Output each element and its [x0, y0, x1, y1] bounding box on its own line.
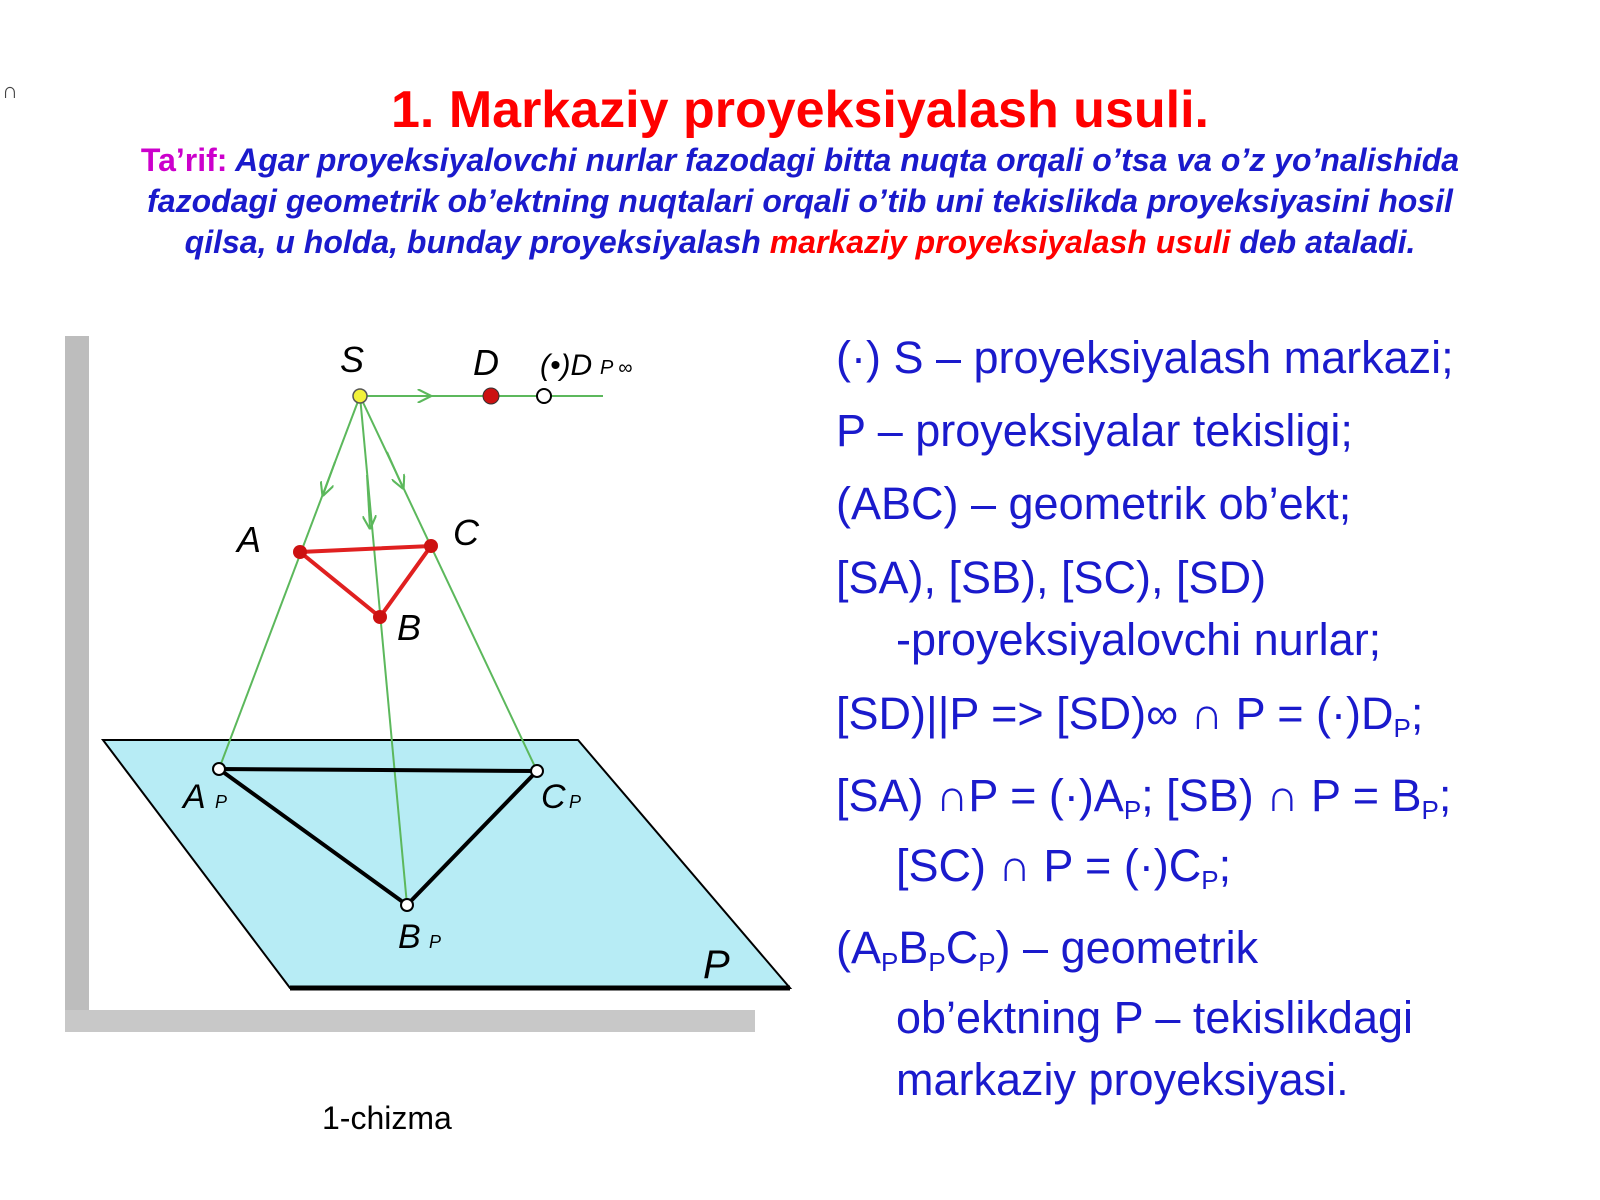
definition-highlight: markaziy proyeksiyalash usuli — [769, 224, 1231, 260]
note-intersections — [836, 768, 1451, 824]
definition-paragraph — [120, 140, 1480, 263]
point-d — [483, 388, 499, 404]
note-object: (ABC) – geometrik ob’ekt; — [836, 478, 1352, 529]
label-c: C — [453, 512, 479, 553]
point-a — [293, 545, 307, 559]
note-int-b-sub: P — [1421, 795, 1439, 825]
figure-caption: 1-chizma — [322, 1100, 452, 1136]
label-bp: B — [398, 918, 421, 956]
note-int-a: [SA) ∩P = (·)A — [836, 770, 1124, 821]
note-int-c: [SC) ∩ P = (·)C — [896, 840, 1202, 891]
note-rays: [SA), [SB), [SC), [SD) — [836, 552, 1267, 603]
note-proj-b: B — [898, 922, 929, 973]
note-projection-line2: ob’ektning P – tekislikdagi — [896, 992, 1413, 1043]
note-parallel — [836, 686, 1423, 742]
definition-text-end: deb ataladi. — [1239, 224, 1416, 260]
label-cp-sub: P — [569, 792, 582, 812]
note-rays-desc: -proyeksiyalovchi nurlar; — [896, 614, 1382, 665]
note-parallel-text: [SD)||P => [SD)∞ ∩ P = (·)D — [836, 688, 1394, 739]
note-proj-c: C — [945, 922, 979, 973]
note-projection — [836, 920, 1258, 976]
note-proj-s3: P — [978, 947, 996, 977]
definition-label: Ta’rif: — [140, 142, 228, 178]
note-proj-s2: P — [928, 947, 946, 977]
note-plane: P – proyeksiyalar tekisligi; — [836, 405, 1353, 456]
note-projection-line3: markaziy proyeksiyasi. — [896, 1054, 1349, 1105]
point-cp — [531, 765, 543, 777]
note-intersection-c — [896, 838, 1231, 894]
point-bp — [401, 899, 413, 911]
point-ap — [213, 763, 225, 775]
label-b: B — [397, 607, 422, 648]
central-projection-figure — [55, 330, 815, 1080]
note-proj-s1: P — [881, 947, 899, 977]
label-cp: C — [541, 778, 566, 816]
label-dp-infinity: (•)D — [540, 349, 593, 382]
note-proj-close: ) – geometrik — [995, 922, 1259, 973]
point-d-infinity — [537, 389, 551, 403]
label-dp-sub: P ∞ — [600, 357, 633, 379]
note-int-c-tail: ; — [1218, 840, 1232, 891]
label-ap: A — [183, 778, 206, 816]
note-int-a-sub: P — [1123, 795, 1142, 825]
label-d: D — [473, 342, 499, 383]
point-c — [424, 539, 438, 553]
definition-text-start: Agar proyeksiyalovchi nurlar fazodagi bitta nuqta orqali o’tsa va o’z yo’nalishida fazodagi geometrik ob’ektning nuqtalari orqali o’tib uni tekislikda proyeksiyasini hosil qilsa, u holda, bunday proyeksiyalash — [147, 142, 1460, 260]
label-s: S — [340, 339, 365, 380]
figure-shadow-bottom — [65, 1010, 755, 1032]
label-ap-sub: P — [215, 792, 228, 812]
note-int-c-sub: P — [1201, 865, 1219, 895]
note-proj-open: (A — [836, 922, 881, 973]
point-s — [353, 389, 367, 403]
figure-shadow — [65, 336, 89, 1026]
note-int-b: ; [SB) ∩ P = B — [1141, 770, 1422, 821]
note-center: (·) S – proyeksiyalash markazi; — [836, 332, 1454, 383]
figure-drawing — [55, 330, 815, 1080]
note-parallel-sub: P — [1393, 713, 1411, 743]
page-title: 1. Markaziy proyeksiyalash usuli. — [391, 81, 1209, 139]
label-bp-sub: P — [429, 932, 442, 952]
corner-symbol: ∩ — [2, 78, 18, 103]
note-parallel-tail: ; — [1410, 688, 1424, 739]
label-plane: P — [703, 943, 730, 987]
note-int-tail: ; — [1438, 770, 1452, 821]
label-a: A — [237, 519, 262, 560]
point-b — [373, 610, 387, 624]
